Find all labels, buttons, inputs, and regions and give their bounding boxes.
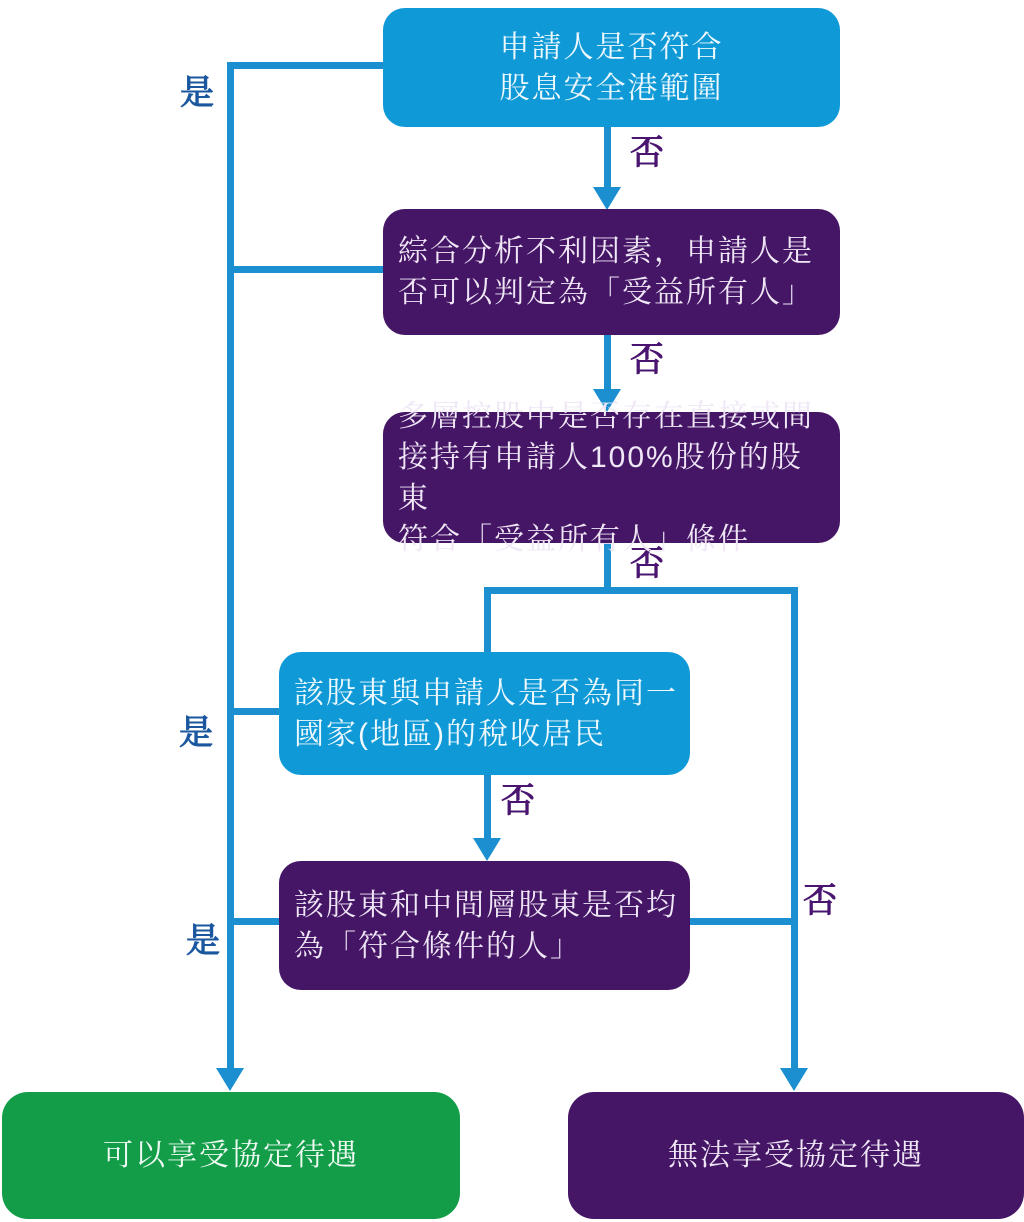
connector-no-trunk-vertical [791,587,798,1070]
connector-qualified-person-yes [227,918,280,925]
node-multi-tier-question [383,399,840,556]
edge-label-no-qualified-person: 否 [803,882,837,920]
edge-label-no-same-country: 否 [501,782,535,820]
node-text-line: 為「符合條件的人」 [294,929,582,963]
node-text-line: 股息安全港範圍 [499,71,724,105]
edge-label-yes-same-country: 是 [179,714,213,752]
connector-qualified-person-no [690,918,798,925]
node-text-line: 無法享受協定待遇 [668,1139,924,1172]
node-safe-harbor-question [383,8,840,127]
edge-label-no-beneficial-owner: 否 [630,341,664,379]
connector-beneficial-owner-yes [227,266,383,273]
edge-label-yes-qualified-person: 是 [186,922,220,960]
node-text-line: 該股東和中間層股東是否均 [294,888,678,922]
connector-same-country-no [484,775,491,839]
arrowhead-into-not-eligible [780,1068,808,1091]
edge-label-no-multi-tier: 否 [630,545,664,583]
edge-label-no-safe-harbor: 否 [630,134,664,172]
connector-beneficial-owner-no [604,335,611,390]
node-text-line: 否可以判定為「受益所有人」 [398,276,814,309]
node-text-line: 多層控股中是否存在直接或間 [398,399,814,433]
node-text-line: 國家(地區)的稅收居民 [294,717,606,751]
arrowhead-into-qualified-person [473,838,501,861]
edge-label-yes-safe-harbor: 是 [180,74,214,112]
node-text-line: 符合「受益所有人」條件 [398,522,750,556]
node-qualified-person-question [279,861,690,990]
connector-safe-harbor-no [604,127,611,189]
node-text-line: 可以享受協定待遇 [103,1139,359,1172]
node-eligible-terminal [2,1092,460,1219]
arrowhead-into-beneficial-owner [593,187,621,210]
connector-split-horizontal [484,587,798,594]
node-same-country-question [279,652,690,775]
arrowhead-into-eligible [216,1068,244,1091]
node-text-line: 綜合分析不利因素，申請人是 [398,235,814,268]
connector-split-left-down [484,587,491,652]
node-not-eligible-terminal [568,1092,1024,1219]
connector-safe-harbor-yes [227,62,383,69]
node-text-line: 申請人是否符合 [499,30,724,64]
node-text-line: 接持有申請人100%股份的股東 [398,440,803,515]
node-text-line: 該股東與申請人是否為同一 [294,676,678,710]
node-beneficial-owner-question [383,209,840,335]
connector-same-country-yes [227,708,280,715]
